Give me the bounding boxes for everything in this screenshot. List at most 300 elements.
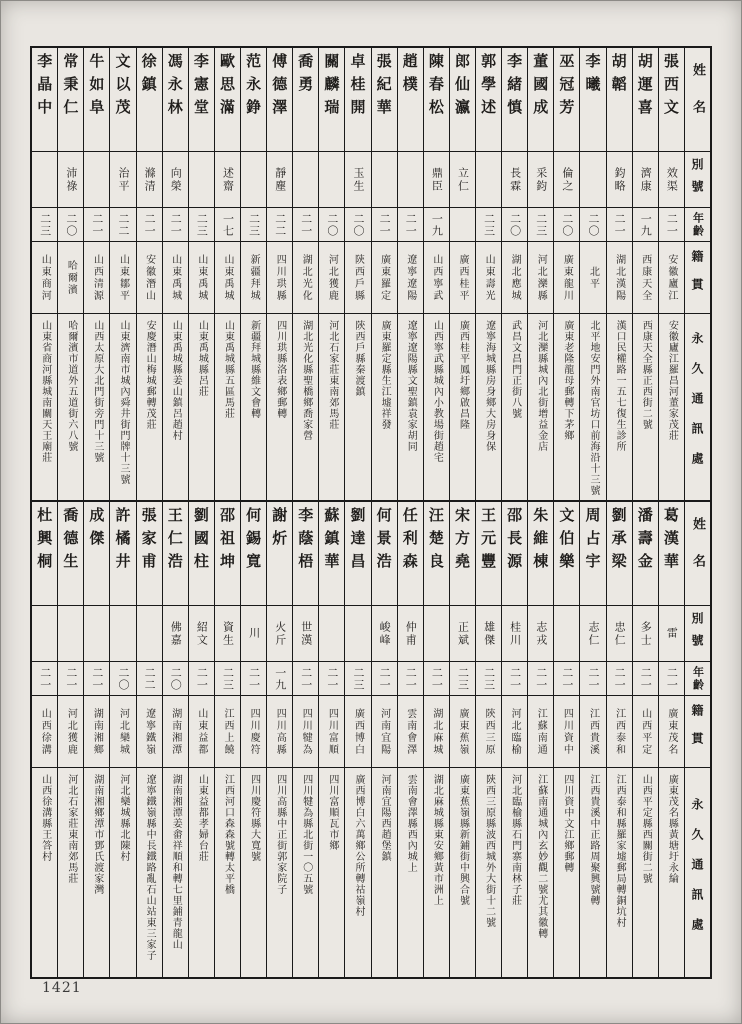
entry-name: 常秉仁 bbox=[61, 53, 80, 122]
entry-native-cell bbox=[215, 696, 240, 768]
entry-alias: 立仁 bbox=[456, 166, 470, 193]
entry-alias: 雷 bbox=[665, 627, 679, 640]
column-header-name-cell bbox=[685, 48, 710, 152]
entry-age-cell bbox=[372, 662, 397, 696]
entry-age: 二一 bbox=[299, 666, 313, 691]
entry-alias: 紹文 bbox=[195, 620, 209, 647]
entry-column bbox=[423, 502, 449, 977]
entry-name: 郭學述 bbox=[479, 53, 498, 122]
entry-alias: 川 bbox=[247, 627, 261, 640]
entry-column bbox=[83, 48, 109, 500]
entry-name: 牛如阜 bbox=[87, 53, 106, 122]
entry-name: 郎仙瀛 bbox=[452, 53, 471, 122]
entry-address: 廣東羅定縣生江墟祥發 bbox=[379, 320, 391, 430]
entry-age-cell bbox=[607, 662, 632, 696]
entry-alias-cell bbox=[110, 152, 135, 208]
entry-native: 山東鄒平 bbox=[117, 253, 129, 302]
entry-address: 江西貴溪中正路周聚興號轉 bbox=[588, 774, 599, 906]
entry-column bbox=[292, 502, 318, 977]
entry-age: 二三 bbox=[456, 666, 470, 691]
column-header-alias: 別號 bbox=[689, 611, 704, 656]
entry-alias: 正斌 bbox=[456, 620, 470, 647]
entry-column bbox=[188, 502, 214, 977]
entry-native-cell bbox=[58, 242, 83, 314]
entry-native-cell bbox=[319, 242, 344, 314]
entry-name-cell bbox=[372, 48, 397, 152]
entry-alias: 雄傑 bbox=[482, 620, 496, 647]
entry-column bbox=[475, 48, 501, 500]
entry-column bbox=[32, 48, 57, 500]
entry-age: 二一 bbox=[613, 212, 627, 237]
entry-address: 江蘇南通城內玄妙觀二號尤其徽轉 bbox=[535, 774, 547, 939]
entry-alias-cell bbox=[137, 606, 162, 662]
entry-alias: 滌清 bbox=[143, 166, 157, 193]
entry-address: 雲南會澤縣西內城上 bbox=[405, 774, 417, 873]
registry-table-top bbox=[30, 46, 712, 502]
entry-alias-cell bbox=[372, 606, 397, 662]
entry-name-cell bbox=[580, 48, 605, 152]
entry-name-cell bbox=[293, 502, 318, 606]
entry-column bbox=[632, 48, 658, 500]
entry-name-cell bbox=[424, 48, 449, 152]
entry-column bbox=[57, 502, 83, 977]
entry-age-cell bbox=[528, 208, 553, 242]
column-header-name: 姓名 bbox=[689, 516, 705, 591]
entry-native-cell bbox=[633, 696, 658, 768]
entry-age-cell bbox=[345, 208, 370, 242]
entry-native-cell bbox=[189, 242, 214, 314]
entry-address-cell bbox=[110, 314, 135, 500]
entry-native: 四川高縣 bbox=[274, 707, 286, 756]
entry-name-cell bbox=[607, 48, 632, 152]
entry-alias-cell bbox=[110, 606, 135, 662]
entry-native: 湖南湘鄉 bbox=[91, 707, 103, 756]
entry-age-cell bbox=[267, 208, 292, 242]
entry-address-cell bbox=[580, 314, 605, 500]
entry-address-cell bbox=[554, 314, 579, 500]
entry-column bbox=[57, 48, 83, 500]
entry-native: 湖北麻城 bbox=[430, 707, 442, 756]
entry-native: 廣西桂平 bbox=[456, 253, 468, 302]
entry-age-cell bbox=[267, 662, 292, 696]
entry-name: 董國成 bbox=[531, 53, 550, 122]
entry-age: 二〇 bbox=[325, 212, 339, 237]
entry-age: 二〇 bbox=[352, 212, 366, 237]
entry-age-cell bbox=[450, 208, 475, 242]
entry-alias-cell bbox=[476, 606, 501, 662]
entry-column bbox=[83, 502, 109, 977]
entry-address: 四川犍為縣北街一〇五號 bbox=[300, 774, 312, 895]
entry-address-cell bbox=[607, 314, 632, 500]
entry-alias-cell bbox=[528, 152, 553, 208]
column-header-native-cell bbox=[685, 242, 710, 314]
entry-address-cell bbox=[267, 768, 292, 977]
entry-address-cell bbox=[84, 768, 109, 977]
entry-native: 遼寧遼陽 bbox=[404, 253, 416, 302]
entry-column bbox=[162, 48, 188, 500]
entry-name: 李憲堂 bbox=[191, 53, 210, 122]
entry-native: 山東壽光 bbox=[483, 253, 495, 302]
entry-alias-cell bbox=[267, 606, 292, 662]
entry-alias-cell bbox=[293, 606, 318, 662]
entry-name: 何錫寬 bbox=[244, 507, 263, 576]
entry-name: 周占宇 bbox=[583, 507, 602, 576]
entry-age: 二一 bbox=[195, 666, 209, 691]
entry-name-cell bbox=[476, 48, 501, 152]
entry-address: 山西徐溝縣王答村 bbox=[39, 774, 51, 862]
entry-age-cell bbox=[372, 208, 397, 242]
entry-address: 廣西桂平鳳圩鄉啟昌隆 bbox=[457, 320, 469, 430]
entry-native-cell bbox=[607, 696, 632, 768]
entry-age: 二一 bbox=[169, 212, 183, 237]
entry-address: 山東禹城縣五區馬莊 bbox=[222, 320, 234, 419]
entry-name-cell bbox=[84, 48, 109, 152]
column-header-age: 年齡 bbox=[691, 211, 705, 238]
entry-alias-cell bbox=[319, 606, 344, 662]
entry-address: 遼寧海城縣房身鄉大房身保 bbox=[483, 320, 495, 452]
entry-address: 山東禹城縣姜山鎮呂趙村 bbox=[170, 320, 182, 441]
entry-name-cell bbox=[659, 502, 684, 606]
entry-native: 廣東龍川 bbox=[561, 253, 573, 302]
entry-alias-cell bbox=[84, 152, 109, 208]
entry-address: 安慶潛山梅城郵轉茂莊 bbox=[144, 320, 156, 430]
entry-alias: 玉生 bbox=[352, 166, 366, 193]
entry-age: 二〇 bbox=[587, 212, 600, 237]
entry-native-cell bbox=[554, 242, 579, 314]
entry-name-cell bbox=[580, 502, 605, 606]
column-header-address-cell bbox=[685, 768, 710, 977]
entry-age-cell bbox=[293, 662, 318, 696]
entry-alias-cell bbox=[554, 606, 579, 662]
entry-age: 二一 bbox=[534, 666, 548, 691]
entry-column bbox=[527, 48, 553, 500]
entry-address: 山西寧武縣城內小教場街趙宅 bbox=[431, 320, 443, 463]
entry-native: 湖北光化 bbox=[300, 253, 312, 302]
entry-age: 二一 bbox=[143, 212, 157, 237]
entry-address-cell bbox=[450, 768, 475, 977]
entry-address-cell bbox=[267, 314, 292, 500]
entry-native: 四川富順 bbox=[326, 707, 338, 756]
entry-native: 河南宜陽 bbox=[378, 707, 390, 756]
entry-address: 湖南湘鄉潭市鄧氏渡家灣 bbox=[91, 774, 103, 895]
entry-age: 二一 bbox=[378, 212, 392, 237]
entry-native: 四川資中 bbox=[561, 707, 573, 756]
entry-age-cell bbox=[319, 208, 344, 242]
entry-age: 二一 bbox=[560, 666, 574, 691]
entry-name-cell bbox=[163, 502, 188, 606]
entry-address-cell bbox=[241, 314, 266, 500]
entry-alias: 鈞略 bbox=[613, 166, 627, 193]
entry-age: 二二 bbox=[143, 666, 157, 691]
entry-name-cell bbox=[502, 48, 527, 152]
entry-age-cell bbox=[502, 208, 527, 242]
entry-alias-cell bbox=[607, 152, 632, 208]
entry-age: 二一 bbox=[247, 666, 261, 691]
entry-native: 河北欒城 bbox=[117, 707, 129, 756]
entry-address: 漢口民權路一五七復生診所 bbox=[614, 320, 626, 452]
entry-column bbox=[553, 48, 579, 500]
entry-name-cell bbox=[398, 502, 423, 606]
entry-age: 二三 bbox=[482, 666, 496, 691]
entry-age-cell bbox=[163, 662, 188, 696]
entry-alias-cell bbox=[450, 152, 475, 208]
entry-native-cell bbox=[319, 696, 344, 768]
column-header-alias-cell bbox=[685, 152, 710, 208]
entry-alias-cell bbox=[267, 152, 292, 208]
column-header-address: 永久通訊處 bbox=[689, 332, 704, 482]
entry-column bbox=[109, 502, 135, 977]
entry-address-cell bbox=[163, 314, 188, 500]
entry-age: 一七 bbox=[221, 212, 235, 237]
entry-name-cell bbox=[32, 502, 57, 606]
entry-name: 胡韜 bbox=[609, 53, 628, 99]
entry-address: 四川富順瓦市鄉 bbox=[326, 774, 338, 851]
entry-name: 馮永林 bbox=[165, 53, 184, 122]
entry-age: 二二 bbox=[273, 212, 287, 237]
entry-native: 遼寧鐵嶺 bbox=[143, 707, 155, 756]
page-number: 1421 bbox=[42, 980, 82, 996]
entry-age-cell bbox=[554, 208, 579, 242]
entry-name-cell bbox=[293, 48, 318, 152]
entry-address: 江西泰和縣羅家墟郵局轉銅坑村 bbox=[614, 774, 626, 928]
entry-native-cell bbox=[607, 242, 632, 314]
entry-address-cell bbox=[502, 314, 527, 500]
entry-alias: 沛祿 bbox=[64, 166, 78, 193]
entry-column bbox=[397, 502, 423, 977]
entry-age: 二〇 bbox=[560, 212, 574, 237]
entry-address-cell bbox=[58, 768, 83, 977]
entry-native: 山東益都 bbox=[195, 707, 207, 756]
entry-native: 安徽潛山 bbox=[143, 253, 155, 302]
entry-alias: 忠仁 bbox=[613, 620, 627, 647]
entry-column bbox=[449, 502, 475, 977]
entry-name-cell bbox=[215, 48, 240, 152]
entry-address-cell bbox=[659, 768, 684, 977]
entry-address: 河南宜陽西趙堡鎮 bbox=[379, 774, 391, 862]
column-header-name-cell bbox=[685, 502, 710, 606]
entry-address-cell bbox=[580, 768, 605, 977]
entry-native-cell bbox=[502, 242, 527, 314]
entry-address-cell bbox=[659, 314, 684, 500]
entry-age-cell bbox=[189, 662, 214, 696]
entry-address-cell bbox=[58, 314, 83, 500]
entry-alias: 治平 bbox=[117, 166, 131, 193]
entry-age: 二一 bbox=[665, 212, 679, 237]
entry-alias: 長霖 bbox=[508, 166, 522, 193]
entry-name-cell bbox=[58, 48, 83, 152]
entry-alias-cell bbox=[607, 606, 632, 662]
entry-native: 西康天全 bbox=[639, 253, 651, 302]
entry-name-cell bbox=[84, 502, 109, 606]
entry-column bbox=[240, 48, 266, 500]
entry-age: 二一 bbox=[665, 666, 679, 691]
entry-address-cell bbox=[476, 314, 501, 500]
entry-age: 二一 bbox=[378, 666, 392, 691]
entry-column bbox=[371, 48, 397, 500]
entry-column bbox=[423, 48, 449, 500]
entry-alias-cell bbox=[163, 606, 188, 662]
entry-alias-cell bbox=[580, 152, 605, 208]
entry-alias-cell bbox=[32, 606, 57, 662]
entry-native: 陝西戶縣 bbox=[352, 253, 364, 302]
entry-alias-cell bbox=[502, 152, 527, 208]
entry-age-cell bbox=[137, 662, 162, 696]
entry-age: 二一 bbox=[587, 666, 600, 691]
entry-address-cell bbox=[345, 768, 370, 977]
entry-address-cell bbox=[215, 314, 240, 500]
entry-age-cell bbox=[58, 208, 83, 242]
entry-alias-cell bbox=[659, 606, 684, 662]
entry-age-cell bbox=[84, 208, 109, 242]
entry-native-cell bbox=[476, 242, 501, 314]
entry-address: 江西河口森森號轉太平橋 bbox=[222, 774, 234, 895]
entry-native: 雲南會澤 bbox=[404, 707, 416, 756]
entry-native-cell bbox=[659, 242, 684, 314]
entry-name-cell bbox=[345, 48, 370, 152]
entry-address-cell bbox=[84, 314, 109, 500]
entry-native: 廣西博白 bbox=[352, 707, 364, 756]
entry-name: 李緒慎 bbox=[505, 53, 524, 122]
entry-age-cell bbox=[633, 208, 658, 242]
entry-name: 葛漢華 bbox=[661, 507, 680, 576]
entry-native: 山東禹城 bbox=[169, 253, 181, 302]
entry-name: 張家甫 bbox=[139, 507, 158, 576]
entry-address: 哈爾濱市道外五道街六八號 bbox=[65, 320, 77, 452]
entry-name-cell bbox=[528, 48, 553, 152]
entry-name: 李晶中 bbox=[35, 53, 54, 122]
entry-address-cell bbox=[424, 768, 449, 977]
entry-age-cell bbox=[293, 208, 318, 242]
entry-native-cell bbox=[267, 242, 292, 314]
entry-column bbox=[553, 502, 579, 977]
entry-column bbox=[475, 502, 501, 977]
entry-native-cell bbox=[398, 696, 423, 768]
entry-alias-cell bbox=[189, 152, 214, 208]
entry-address-cell bbox=[241, 768, 266, 977]
entry-age: 二一 bbox=[639, 666, 653, 691]
entry-address: 湖北麻城縣東安鄉黃市洲上 bbox=[431, 774, 443, 906]
entry-name-cell bbox=[372, 502, 397, 606]
column-header-native: 籍貫 bbox=[689, 703, 704, 760]
entry-native-cell bbox=[58, 696, 83, 768]
entry-age: 二一 bbox=[38, 666, 52, 691]
entry-native: 陝西三原 bbox=[483, 707, 495, 756]
entry-name-cell bbox=[58, 502, 83, 606]
entry-name: 徐鎮 bbox=[139, 53, 158, 99]
entry-alias-cell bbox=[58, 152, 83, 208]
entry-alias-cell bbox=[32, 152, 57, 208]
entry-name: 王元豐 bbox=[479, 507, 498, 576]
entry-age: 二一 bbox=[430, 666, 444, 691]
entry-alias-cell bbox=[554, 152, 579, 208]
entry-native-cell bbox=[189, 696, 214, 768]
entry-name: 胡運喜 bbox=[635, 53, 654, 122]
entry-address-cell bbox=[398, 314, 423, 500]
entry-native-cell bbox=[137, 696, 162, 768]
entry-native-cell bbox=[528, 242, 553, 314]
entry-address: 廣東蕉嶺縣新鋪街中興合號 bbox=[457, 774, 469, 906]
entry-name: 喬勇 bbox=[296, 53, 315, 99]
entry-native-cell bbox=[580, 696, 605, 768]
entry-alias-cell bbox=[398, 152, 423, 208]
entry-column bbox=[344, 48, 370, 500]
entry-alias-cell bbox=[293, 152, 318, 208]
entry-alias-cell bbox=[319, 152, 344, 208]
entry-address: 北平地安門外南官坊口前海沿十三號 bbox=[588, 320, 599, 496]
entry-address: 西康天全縣正西街二號 bbox=[640, 320, 652, 430]
entry-alias-cell bbox=[241, 152, 266, 208]
entry-native: 江西貴溪 bbox=[587, 707, 599, 756]
entry-age-cell bbox=[528, 662, 553, 696]
entry-name-cell bbox=[241, 48, 266, 152]
entry-address-cell bbox=[554, 768, 579, 977]
entry-alias-cell bbox=[137, 152, 162, 208]
entry-alias-cell bbox=[345, 152, 370, 208]
entry-name-cell bbox=[424, 502, 449, 606]
entry-alias: 佛嘉 bbox=[169, 620, 183, 647]
entry-name: 宋方堯 bbox=[452, 507, 471, 576]
entry-name-cell bbox=[319, 48, 344, 152]
entry-alias: 向榮 bbox=[169, 166, 183, 193]
entry-age-cell bbox=[163, 208, 188, 242]
entry-native-cell bbox=[32, 696, 57, 768]
entry-column bbox=[188, 48, 214, 500]
entry-name: 趙樸 bbox=[400, 53, 419, 99]
entry-name: 杜興桐 bbox=[35, 507, 54, 576]
entry-native: 江西上饒 bbox=[221, 707, 233, 756]
entry-native-cell bbox=[502, 696, 527, 768]
entry-name-cell bbox=[607, 502, 632, 606]
entry-column bbox=[449, 48, 475, 500]
entry-native-cell bbox=[450, 242, 475, 314]
entry-alias-cell bbox=[633, 606, 658, 662]
column-header-age-cell bbox=[685, 208, 710, 242]
entry-native-cell bbox=[659, 696, 684, 768]
entry-column bbox=[266, 502, 292, 977]
entry-name: 文以茂 bbox=[113, 53, 132, 122]
column-header-native-cell bbox=[685, 696, 710, 768]
entry-native-cell bbox=[163, 696, 188, 768]
entry-native: 河北灤縣 bbox=[535, 253, 547, 302]
entry-native: 湖北應城 bbox=[509, 253, 521, 302]
entry-name: 傅德澤 bbox=[270, 53, 289, 122]
entry-name-cell bbox=[189, 48, 214, 152]
entry-column bbox=[371, 502, 397, 977]
entry-age: 二三 bbox=[482, 212, 496, 237]
entry-age: 二一 bbox=[90, 212, 104, 237]
entry-column bbox=[344, 502, 370, 977]
entry-name-cell bbox=[267, 48, 292, 152]
entry-native: 江西泰和 bbox=[613, 707, 625, 756]
entry-alias-cell bbox=[476, 152, 501, 208]
entry-age: 二一 bbox=[90, 666, 104, 691]
entry-address: 山東益都孝婦台莊 bbox=[196, 774, 208, 862]
entry-address: 湖南湘潭姜畬祥順和轉七里鋪青龍山 bbox=[170, 774, 182, 950]
column-header-native: 籍貫 bbox=[689, 249, 704, 306]
entry-column bbox=[632, 502, 658, 977]
entry-column bbox=[579, 502, 605, 977]
entry-native: 山西清源 bbox=[91, 253, 103, 302]
entry-alias-cell bbox=[189, 606, 214, 662]
entry-alias-cell bbox=[241, 606, 266, 662]
entry-name-cell bbox=[476, 502, 501, 606]
entry-address-cell bbox=[137, 314, 162, 500]
entry-native-cell bbox=[163, 242, 188, 314]
entry-address-cell bbox=[293, 314, 318, 500]
entry-age-cell bbox=[476, 208, 501, 242]
entry-alias: 仲甫 bbox=[404, 620, 418, 647]
entry-age-cell bbox=[319, 662, 344, 696]
